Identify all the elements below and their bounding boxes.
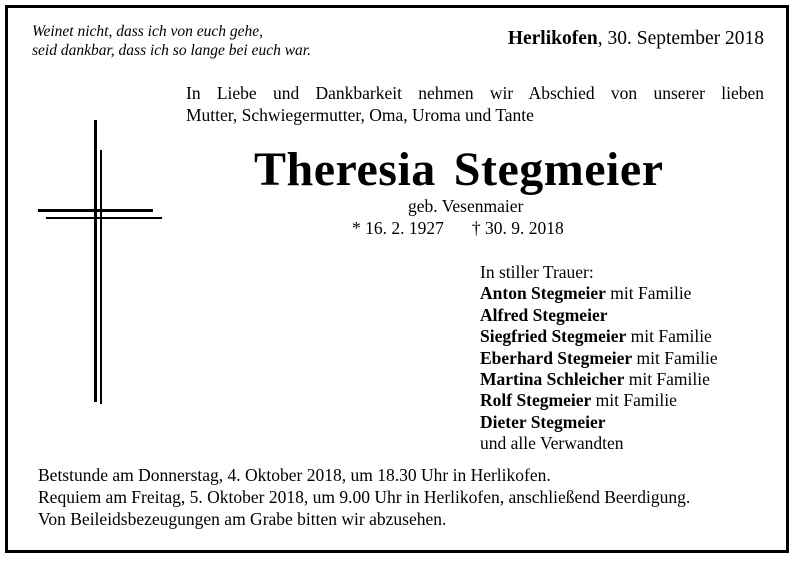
mourner-entry [480, 412, 718, 433]
intro-line-2: Mutter, Schwiegermutter, Oma, Uroma und Tante [186, 105, 534, 125]
mourner-entry [480, 305, 718, 326]
mourner-name: Martina Schleicher [480, 369, 625, 390]
mourner-name: Rolf Stegmeier [480, 390, 592, 411]
mourner-name: Siegfried Stegmeier [480, 326, 627, 347]
motto-line-2: seid dankbar, dass ich so lange bei euch war. [32, 42, 311, 59]
date: , 30. September 2018 [597, 28, 764, 49]
mourner-suffix: mit Familie [605, 283, 692, 304]
birth-name: geb. Vesenmaier [408, 196, 524, 216]
condolence-note: Von Beileidsbezeugungen am Grabe bitten wir abzusehen. [38, 509, 447, 529]
mourner-entry [480, 283, 718, 304]
cross-icon [38, 120, 168, 410]
motto [32, 22, 311, 60]
mourner-name: Anton Stegmeier [480, 283, 606, 304]
mourner-name: Eberhard Stegmeier [480, 347, 633, 368]
life-dates [352, 218, 564, 239]
motto-line-1: Weinet nicht, dass ich von euch gehe, [32, 23, 264, 40]
requiem-line: Requiem am Freitag, 5. Oktober 2018, um 9.00 Uhr in Herlikofen, anschließend Beerdigung. [38, 487, 691, 507]
deceased-name [254, 142, 664, 197]
place-date [508, 28, 764, 50]
mourners-heading: In stiller Trauer: [480, 262, 594, 282]
mourners-closing: und alle Verwandten [480, 433, 624, 454]
birth-date: * 16. 2. 1927 [352, 218, 444, 238]
mourner-suffix: mit Familie [591, 390, 677, 411]
intro-line-1: In Liebe und Dankbarkeit nehmen wir Abschied von unserer lieben [186, 83, 764, 103]
mourner-name: Dieter Stegmeier [480, 411, 606, 432]
mourner-suffix: mit Familie [632, 347, 718, 368]
mourner-entry [480, 390, 718, 411]
mourner-name: Alfred Stegmeier [480, 304, 608, 325]
mourners-list [480, 262, 718, 455]
last-name: Stegmeier [453, 143, 664, 196]
mourner-entry [480, 369, 718, 390]
mourner-entry [480, 326, 718, 347]
mourner-suffix: mit Familie [626, 326, 712, 347]
service-info [38, 464, 690, 530]
first-name: Theresia [254, 143, 436, 196]
death-date: † 30. 9. 2018 [471, 218, 564, 238]
prayer-service-line: Betstunde am Donnerstag, 4. Oktober 2018, um 18.30 Uhr in Herlikofen. [38, 465, 551, 485]
mourner-entry [480, 348, 718, 369]
mourner-suffix: mit Familie [624, 369, 710, 390]
place: Herlikofen [507, 28, 598, 49]
intro-text [186, 82, 764, 126]
